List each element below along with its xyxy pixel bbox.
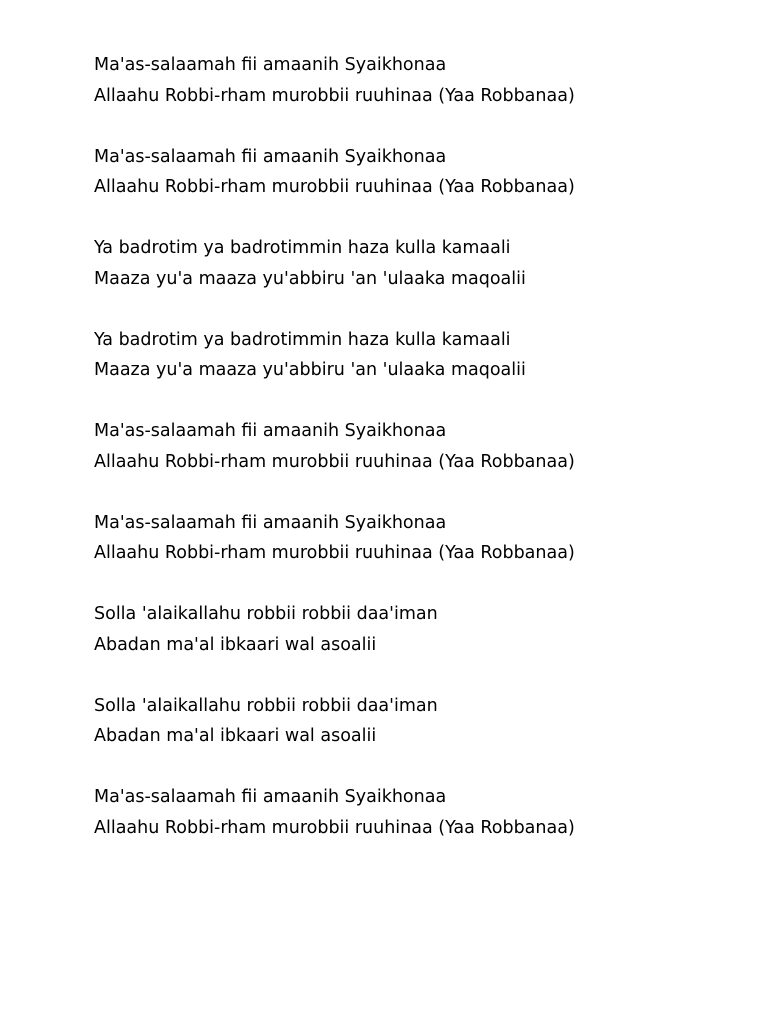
lyric-line: Allaahu Robbi-rham murobbii ruuhinaa (Yaa Robbanaa) [94,177,575,197]
stanza [94,142,734,203]
lyric-line: Ya badrotim ya badrotimmin haza kulla kamaali [94,329,511,350]
stanza [94,782,734,843]
stanza [94,233,734,294]
stanza [94,691,734,752]
lyric-line: Ya badrotim ya badrotimmin haza kulla kamaali [94,238,511,258]
lyric-line: Ma'as-salaamah fii amaanih Syaikhonaa [94,787,447,807]
stanza [94,508,734,569]
lyric-line: Ma'as-salaamah fii amaanih Syaikhonaa [94,146,447,167]
lyric-line: Abadan ma'al ibkaari wal asoalii [94,634,377,655]
stanza [94,325,734,386]
lyric-line: Solla 'alaikallahu robbii robbii daa'iman [94,604,438,624]
lyric-line: Ma'as-salaamah fii amaanih Syaikhonaa [94,421,447,441]
lyric-line: Solla 'alaikallahu robbii robbii daa'iman [94,695,438,716]
lyric-line: Ma'as-salaamah fii amaanih Syaikhonaa [94,55,447,75]
lyrics-body [94,50,734,874]
stanza [94,50,734,111]
lyric-line: Maaza yu'a maaza yu'abbiru 'an 'ulaaka maqoalii [94,360,526,380]
lyric-line: Ma'as-salaamah fii amaanih Syaikhonaa [94,512,447,533]
lyric-line: Allaahu Robbi-rham murobbii ruuhinaa (Yaa Robbanaa) [94,451,575,472]
lyric-line: Allaahu Robbi-rham murobbii ruuhinaa (Yaa Robbanaa) [94,817,575,838]
stanza [94,599,734,660]
stanza [94,416,734,477]
lyric-line: Allaahu Robbi-rham murobbii ruuhinaa (Yaa Robbanaa) [94,543,575,563]
lyric-line: Allaahu Robbi-rham murobbii ruuhinaa (Yaa Robbanaa) [94,85,575,106]
lyric-line: Maaza yu'a maaza yu'abbiru 'an 'ulaaka maqoalii [94,268,526,289]
lyric-line: Abadan ma'al ibkaari wal asoalii [94,726,377,746]
